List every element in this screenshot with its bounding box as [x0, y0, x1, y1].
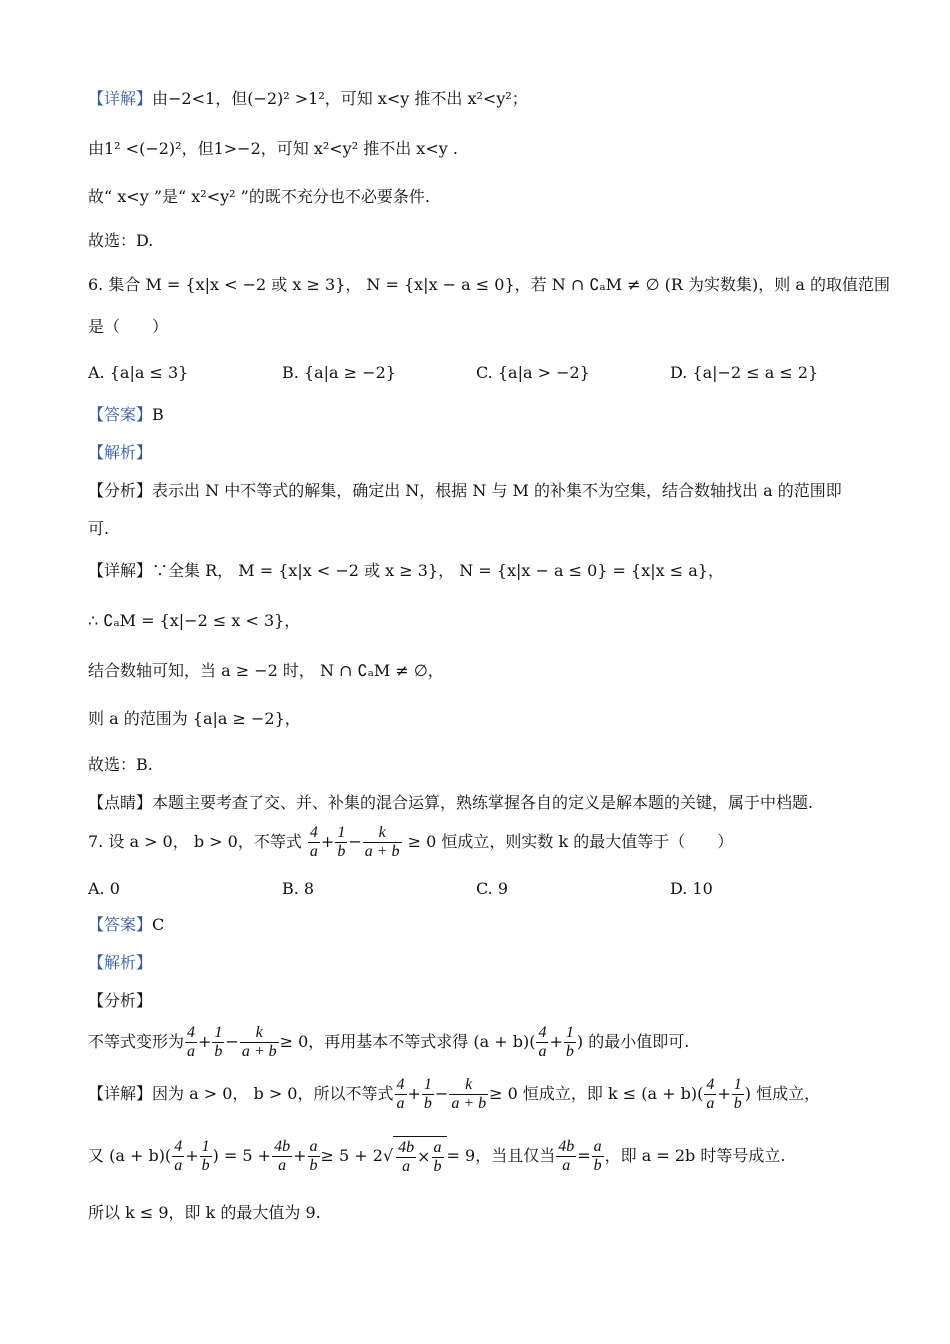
dianjing-tag: 【点睛】: [88, 793, 153, 812]
detail-text: ∵全集 R， M = {x|x < −2 或 x ≥ 3}， N = {x|x − a ≤ 0} = {x|x ≤ a}，: [152, 561, 724, 580]
fraction: $\frac{a}{b}$: [593, 1138, 602, 1174]
conclusion-line: 故“ x<y ”是“ x²<y² ”的既不充分也不必要条件.: [88, 187, 430, 206]
detail-tag: 【详解】: [88, 89, 153, 108]
q6-detail-3: 结合数轴可知，当 a ≥ −2 时， N ∩ ∁ₐM ≠ ∅，: [88, 661, 444, 680]
fraction: $\frac{k}{a + b}$: [241, 1024, 277, 1060]
q7-answer: [88, 914, 164, 936]
fraction: $\frac{1}{b}$: [214, 1024, 223, 1060]
fraction: $\frac{1}{b}$: [337, 824, 346, 860]
q6-detail-2: ∴ ∁ₐM = {x|−2 ≤ x < 3}，: [88, 611, 301, 630]
q6-detail-1: [88, 560, 724, 582]
fraction: $\frac{4}{a}$: [706, 1076, 715, 1112]
q7-detail-3: 所以 k ≤ 9，即 k 的最大值为 9.: [88, 1203, 321, 1222]
q7-option-a: A. 0: [88, 879, 120, 898]
q7-fenxi-tag: 【分析】: [88, 991, 153, 1010]
fraction: $\frac{4}{a}$: [538, 1024, 547, 1060]
choice-line: 故选：D.: [88, 231, 154, 250]
answer-tag: 【答案】: [88, 915, 153, 934]
detail-line-2: 由1² <(−2)²，但1>−2，可知 x²<y² 推不出 x<y .: [88, 139, 458, 158]
q6-stem-1: 6. 集合 M = {x|x < −2 或 x ≥ 3}， N = {x|x − a ≤ 0}，若 N ∩ ∁ₐM ≠ ∅ (R 为实数集)，则 a 的取值范围: [88, 275, 890, 294]
q6-fenxi-2: 可.: [88, 519, 110, 538]
answer-value: B: [152, 405, 164, 424]
q7-fenxi: 不等式变形为 $\frac{4}{a}$ + $\frac{1}{b}$ − $\frac{k}{a + b}$ ≥ 0，再用基本不等式求得 (a + b)( $\frac{4}{a}$ + $\frac{1}{b}$ ) 的最小值即可.: [88, 1024, 690, 1060]
detail-tag: 【详解】: [88, 561, 153, 580]
fenxi-tag: 【分析】: [88, 481, 153, 500]
q6-option-d: D. {a|−2 ≤ a ≤ 2}: [670, 363, 819, 382]
q7-option-c: C. 9: [476, 879, 509, 898]
q6-option-c: C. {a|a > −2}: [476, 363, 590, 382]
fraction: $\frac{4b}{a}$: [398, 1139, 415, 1175]
fraction: $\frac{1}{b}$: [201, 1138, 210, 1174]
fraction: $\frac{1}{b}$: [733, 1076, 742, 1112]
q6-analysis-tag: 【解析】: [88, 443, 153, 462]
fraction: $\frac{4b}{a}$: [274, 1138, 291, 1174]
dianjing-text: 本题主要考查了交、并、补集的混合运算，熟练掌握各自的定义是解本题的关键，属于中档题.: [152, 793, 814, 812]
fraction: $\frac{k}{a + b}$: [451, 1076, 487, 1112]
q6-fenxi-1: [88, 480, 842, 502]
fraction: $\frac{4}{a}$: [309, 824, 318, 860]
fraction: $\frac{4}{a}$: [174, 1138, 183, 1174]
detail-text: 由−2<1，但(−2)² >1²，可知 x<y 推不出 x²<y²；: [152, 89, 528, 108]
fraction: $\frac{1}{b}$: [565, 1024, 574, 1060]
q6-stem-2: 是（ ）: [88, 317, 169, 336]
q7-option-b: B. 8: [282, 879, 315, 898]
answer-value: C: [152, 915, 165, 934]
fraction: $\frac{4}{a}$: [187, 1024, 196, 1060]
sqrt-sign: √ $\frac{4b}{a}$ × $\frac{a}{b}$: [383, 1136, 447, 1177]
fraction: $\frac{4b}{a}$: [558, 1138, 575, 1174]
fraction: $\frac{a}{b}$: [433, 1139, 442, 1175]
q7-detail-2: 又 (a + b)( $\frac{4}{a}$ + $\frac{1}{b}$ ) = 5 + $\frac{4b}{a}$ + $\frac{a}{b}$ ≥ 5 + 2√ $\frac{4b}{a}$ × $\frac{a}{b}$ = 9，当且仅当 $\frac{4b}{a}$ = $\frac{a}{b}$ ，即 a = 2b 时等号成立.: [88, 1138, 786, 1175]
fenxi-text: 表示出 N 中不等式的解集，确定出 N，根据 N 与 M 的补集不为空集，结合数轴找出 a 的范围即: [152, 481, 842, 500]
fraction: $\frac{k}{a + b}$: [364, 824, 400, 860]
q6-dianjing: [88, 792, 813, 814]
q6-detail-4: 则 a 的范围为 {a|a ≥ −2}，: [88, 709, 301, 728]
fraction: $\frac{1}{b}$: [423, 1076, 432, 1112]
q7-stem: 7. 设 a > 0， b > 0，不等式 $\frac{4}{a}$ + $\frac{1}{b}$ − $\frac{k}{a + b}$ ≥ 0 恒成立，则实数 k 的最大值等于（ ）: [88, 824, 734, 860]
fraction: $\frac{a}{b}$: [309, 1138, 318, 1174]
q6-detail-5: 故选：B.: [88, 755, 153, 774]
q6-option-b: B. {a|a ≥ −2}: [282, 363, 396, 382]
q6-answer: [88, 404, 164, 426]
fraction: $\frac{4}{a}$: [396, 1076, 405, 1112]
answer-tag: 【答案】: [88, 405, 153, 424]
detail-line-1: [88, 88, 528, 110]
q7-option-d: D. 10: [670, 879, 713, 898]
q7-analysis-tag: 【解析】: [88, 953, 153, 972]
q6-option-a: A. {a|a ≤ 3}: [88, 363, 189, 382]
q7-detail-1: 【详解】因为 a > 0， b > 0，所以不等式 $\frac{4}{a}$ + $\frac{1}{b}$ − $\frac{k}{a + b}$ ≥ 0 恒成立，即 k ≤ (a + b)( $\frac{4}{a}$ + $\frac{1}{b}$ ) 恒成立，: [88, 1076, 821, 1112]
